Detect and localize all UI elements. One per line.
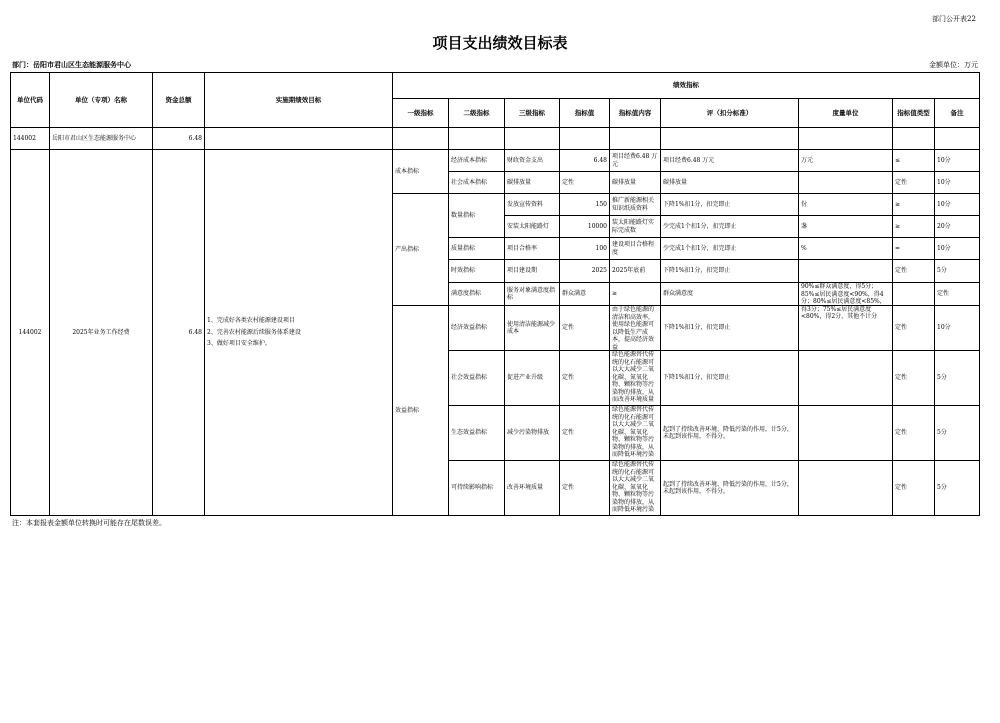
header-level1: 一级指标 — [393, 99, 449, 128]
department-label: 部门：岳阳市君山区生态能源服务中心 — [12, 60, 131, 69]
content: 碳排放量 — [610, 172, 661, 194]
score: 下降1%扣1分，扣完即止 — [661, 351, 799, 406]
score: 起到了持续改善环境、降低污染的作用，计5分，未起到该作用，不得分。 — [661, 461, 799, 516]
score: 碳排放量 — [661, 172, 799, 194]
content — [610, 461, 661, 516]
remark: 5分 — [935, 461, 980, 516]
level2: 社会成本指标 — [449, 172, 505, 194]
value: 定性 — [560, 461, 610, 516]
header-goal: 实施期绩效目标 — [205, 73, 393, 128]
value-type: 定性 — [893, 260, 935, 283]
score: 少完成1个扣1分，扣完即止 — [661, 238, 799, 260]
project-code: 144002 — [11, 150, 50, 516]
content-text: 绿色能源替代传统的化石能源可以大大减少二氧化碳、氮氧化物、颗粒物等污染物的排放，从而降低环境污染 — [612, 461, 655, 513]
level3: 项目建设期 — [505, 260, 560, 283]
remark: 5分 — [935, 351, 980, 406]
remark: 10分 — [935, 238, 980, 260]
table-row — [11, 150, 980, 172]
measure-unit — [799, 461, 893, 516]
goal-item: 1、完成好各类农村能源建设项目 — [207, 317, 295, 325]
remark: 10分 — [935, 194, 980, 216]
value-type: ≥ — [893, 216, 935, 238]
remark: 5分 — [935, 260, 980, 283]
header-level2: 二级指标 — [449, 99, 505, 128]
score: 项目经费6.48 万元 — [661, 150, 799, 172]
value: ≥ — [610, 283, 661, 306]
goal-item: 3、做好项目安全维护。 — [207, 340, 271, 348]
project-goals — [205, 150, 393, 516]
level2: 生态效益指标 — [449, 406, 505, 461]
level3: 碳排放量 — [505, 172, 560, 194]
header-unit-code: 单位代码 — [11, 73, 50, 128]
header-measure: 度量单位 — [799, 99, 893, 128]
project-name: 2025年业务工作经费 — [50, 150, 153, 516]
project-total: 6.48 — [153, 150, 205, 516]
header-total: 资金总额 — [153, 73, 205, 128]
value-type: 定性 — [893, 406, 935, 461]
summary-code: 144002 — [11, 128, 50, 150]
value: 6.48 — [560, 150, 610, 172]
measure-unit: 盏 — [799, 216, 893, 238]
level3: 减少污染物排放 — [505, 406, 560, 461]
table-number: 部门公开表22 — [932, 15, 976, 23]
level2: 时效指标 — [449, 260, 505, 283]
score — [799, 283, 893, 320]
content-text: 绿色能源替代传统的化石能源可以大大减少二氧化碳、氮氧化物、颗粒物等污染物的排放，从而改善环境质量 — [612, 351, 655, 403]
level1-output: 产出指标 — [393, 194, 449, 306]
measure-unit — [799, 260, 893, 283]
value-type: 定性 — [893, 172, 935, 194]
level3: 安装太阳能路灯 — [505, 216, 560, 238]
value-type: ≥ — [893, 194, 935, 216]
level3: 促进产业升级 — [505, 351, 560, 406]
summary-name: 岳阳市君山区生态能源服务中心 — [50, 128, 153, 150]
value-type: 定性 — [893, 306, 935, 351]
remark: 10分 — [935, 172, 980, 194]
remark: 10分 — [935, 306, 980, 351]
score-text: 90%≤群众满意度，得5分；85%≤居民满意度<90%，得4分；80%≤居民满意度<85%，得3分；75%≤居民满意度<80%，得2分，其他不计分 — [801, 283, 886, 320]
measure-unit — [893, 283, 935, 306]
performance-table — [10, 72, 980, 516]
measure-unit — [799, 172, 893, 194]
score: 下降1%扣1分，扣完即止 — [661, 194, 799, 216]
level3: 发放宣传资料 — [505, 194, 560, 216]
value: 100 — [560, 238, 610, 260]
value: 10000 — [560, 216, 610, 238]
level2: 可持续影响指标 — [449, 461, 505, 516]
level2: 服务对象满意度指标 — [505, 283, 560, 306]
content-text: 由于绿色能源的清洁和高效率，使用绿色能源可以降低生产成本，提高经济效益 — [612, 306, 655, 351]
value-type: = — [893, 238, 935, 260]
level2: 数量指标 — [449, 194, 505, 238]
measure-unit — [799, 351, 893, 406]
goal-item: 2、完善农村能源后续服务体系建设 — [207, 328, 301, 336]
measure-unit: 份 — [799, 194, 893, 216]
content: 装太阳能路灯实际完成数 — [610, 216, 661, 238]
level3: 财政资金支出 — [505, 150, 560, 172]
level2: 质量指标 — [449, 238, 505, 260]
header-value: 指标值 — [560, 99, 610, 128]
measure-unit: % — [799, 238, 893, 260]
content: 项目经费6.48 万元 — [610, 150, 661, 172]
header-indicators: 绩效指标 — [393, 73, 980, 99]
score: 少完成1个扣1分，扣完即止 — [661, 216, 799, 238]
score: 起到了持续改善环境、降低污染的作用，计5分，未起到该作用，不得分。 — [661, 406, 799, 461]
content: 建设项目合格程度 — [610, 238, 661, 260]
value: 定性 — [560, 406, 610, 461]
header-content: 指标值内容 — [610, 99, 661, 128]
content — [610, 406, 661, 461]
amount-unit-label: 金额单位：万元 — [929, 61, 978, 69]
value: 定性 — [560, 172, 610, 194]
level3: 改善环境质量 — [505, 461, 560, 516]
value: 2025 — [560, 260, 610, 283]
header-level3: 三级指标 — [505, 99, 560, 128]
level1-benefit: 效益指标 — [393, 306, 449, 516]
value-type: ≤ — [893, 150, 935, 172]
remark: 10分 — [935, 150, 980, 172]
content: 2025年底前 — [610, 260, 661, 283]
level3: 项目合格率 — [505, 238, 560, 260]
summary-total: 6.48 — [153, 128, 205, 150]
measure-unit: 万元 — [799, 150, 893, 172]
level2: 社会效益指标 — [449, 351, 505, 406]
value-type: 定性 — [893, 461, 935, 516]
value: 定性 — [560, 351, 610, 406]
value: 定性 — [560, 306, 610, 351]
level2: 经济成本指标 — [449, 150, 505, 172]
page-title: 项目支出绩效目标表 — [432, 34, 568, 52]
level1-cost: 成本指标 — [393, 150, 449, 194]
level3: 群众满意 — [560, 283, 610, 306]
header-value-type: 指标值类型 — [893, 99, 935, 128]
level2: 经济效益指标 — [449, 306, 505, 351]
content — [610, 351, 661, 406]
header-remark: 备注 — [935, 99, 980, 128]
header-score: 评（扣分标准） — [661, 99, 799, 128]
summary-row — [11, 128, 980, 150]
level1-satisfaction: 满意度指标 — [449, 283, 505, 306]
value: 150 — [560, 194, 610, 216]
value-type: 定性 — [893, 351, 935, 406]
score: 下降1%扣1分，扣完即止 — [661, 260, 799, 283]
content — [610, 306, 661, 351]
remark: 20分 — [935, 216, 980, 238]
content: 推广新能源相关知识纸质资料 — [610, 194, 661, 216]
header-unit-name: 单位（专项）名称 — [50, 73, 153, 128]
level3: 使用清洁能源减少成本 — [505, 306, 560, 351]
content-text: 绿色能源替代传统的化石能源可以大大减少二氧化碳、氮氧化物、颗粒物等污染物的排放，从而降低环境污染 — [612, 406, 655, 458]
measure-unit — [799, 406, 893, 461]
remark: 5分 — [935, 406, 980, 461]
content: 群众满意度 — [661, 283, 799, 306]
value-type: 定性 — [935, 283, 980, 306]
score: 下降1%扣1分，扣完即止 — [661, 306, 799, 351]
footnote: 注：本套报表金额单位转换时可能存在尾数误差。 — [12, 519, 166, 527]
